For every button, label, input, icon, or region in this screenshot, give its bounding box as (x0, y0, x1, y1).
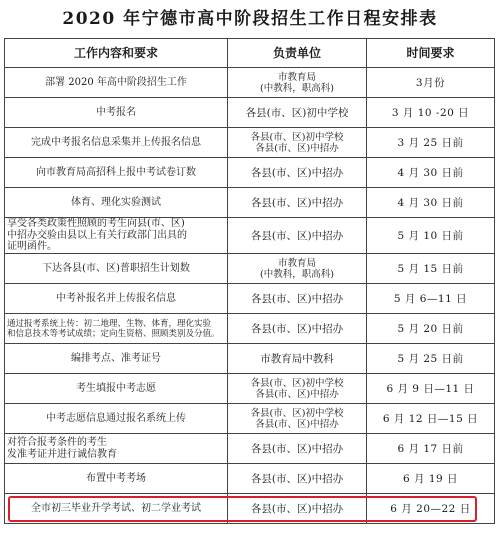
table-row (5, 404, 495, 434)
unit-text: 各县(市、区)中招办 (250, 472, 344, 485)
task-text: 和信息技术等考试成绩；定向生资格、照顾类别及分值。 (7, 328, 220, 339)
time-cell: 4 月 30 日前 (367, 158, 495, 188)
task-cell (5, 158, 228, 188)
unit-cell (228, 158, 367, 188)
unit-text: 各县(市、区)中招办 (250, 166, 344, 179)
unit-cell (228, 98, 367, 128)
unit-cell (228, 314, 367, 344)
task-cell (5, 128, 228, 158)
task-cell (5, 344, 228, 374)
unit-cell (228, 464, 367, 494)
task-text: 考生填报中考志愿 (76, 382, 156, 394)
task-cell (5, 188, 228, 218)
task-text: 完成中考报名信息采集并上传报名信息 (31, 136, 201, 148)
unit-text: 各县(市、区)中招办 (250, 502, 344, 515)
task-text: 中考志愿信息通过报名系统上传 (46, 412, 186, 424)
header-task: 工作内容和要求 (5, 39, 228, 68)
unit-text: 各县(市、区)中招办 (255, 142, 339, 154)
unit-text: 各县(市、区)中招办 (250, 292, 344, 305)
unit-text: 各县(市、区)初中学校 (250, 407, 344, 419)
table-row (5, 434, 495, 464)
unit-text: 市教育局 (277, 71, 316, 83)
unit-text: (中教科，职高科) (260, 82, 334, 94)
unit-cell (228, 434, 367, 464)
task-text: 证明函件。 (7, 241, 57, 253)
unit-text: 各县(市、区)初中学校 (250, 377, 344, 389)
task-text: 体育、理化实验测试 (71, 196, 161, 208)
time-cell: 6 月 9 日—11 日 (367, 374, 495, 404)
unit-cell (228, 374, 367, 404)
table-row (5, 158, 495, 188)
table-row (5, 284, 495, 314)
page-title: 2020 年宁德市高中阶段招生工作日程安排表 (62, 9, 438, 29)
time-cell: 5 月 25 日前 (367, 344, 495, 374)
unit-cell (228, 218, 367, 254)
unit-cell (228, 494, 367, 524)
unit-text: 市教育局中教科 (260, 352, 334, 365)
time-cell: 6 月 12 日—15 日 (367, 404, 495, 434)
header-unit: 负责单位 (228, 39, 367, 68)
task-cell (5, 254, 228, 284)
unit-text: 各县(市、区)中招办 (255, 418, 339, 430)
unit-text: 各县(市、区)中招办 (250, 442, 344, 455)
table-row (5, 188, 495, 218)
time-cell: 6 月 17 日前 (367, 434, 495, 464)
unit-cell (228, 284, 367, 314)
unit-cell (228, 404, 367, 434)
table-header-row (5, 39, 495, 68)
task-text: 向市教育局高招科上报中考试卷订数 (36, 166, 196, 178)
task-text: 布置中考考场 (86, 472, 146, 484)
table-row (5, 314, 495, 344)
unit-cell (228, 344, 367, 374)
task-cell (5, 314, 228, 344)
time-cell: 5 月 20 日前 (367, 314, 495, 344)
task-cell (5, 218, 228, 254)
table-row (5, 494, 495, 524)
table-row (5, 68, 495, 98)
task-text: 对符合报考条件的考生 (7, 437, 107, 448)
unit-text: 各县(市、区)中招办 (250, 196, 344, 209)
table-body (5, 68, 495, 524)
time-cell: 3 月 25 日前 (367, 128, 495, 158)
table-row (5, 128, 495, 158)
time-cell: 5 月 15 日前 (367, 254, 495, 284)
task-cell (5, 98, 228, 128)
task-text: 通过报考系统上传：初二地理、生物、体育，理化实验 (7, 318, 212, 329)
table-row (5, 374, 495, 404)
task-cell (5, 464, 228, 494)
time-cell: 6 月 20—22 日 (367, 494, 495, 524)
task-text: 中招办交验由县以上有关行政部门出具的 (7, 229, 187, 241)
table-row (5, 98, 495, 128)
task-cell (5, 284, 228, 314)
table-row (5, 254, 495, 284)
unit-cell (228, 254, 367, 284)
task-cell (5, 68, 228, 98)
unit-cell (228, 68, 367, 98)
time-cell: 4 月 30 日前 (367, 188, 495, 218)
unit-text: 各县(市、区)中招办 (255, 388, 339, 400)
table-row (5, 464, 495, 494)
schedule-table (4, 38, 495, 524)
task-text: 中考补报名并上传报名信息 (56, 292, 176, 304)
unit-text: (中教科，职高科) (260, 268, 334, 280)
unit-text: 各县(市、区)初中学校 (250, 131, 344, 143)
time-cell: 5 月 10 日前 (367, 218, 495, 254)
task-text: 下达各县(市、区)普职招生计划数 (42, 262, 190, 274)
task-cell (5, 404, 228, 434)
task-text: 编排考点、准考证号 (71, 352, 161, 364)
task-text: 享受各类政策性照顾的考生向县(市、区) (7, 218, 185, 230)
unit-text: 各县(市、区)初中学校 (245, 106, 349, 119)
unit-cell (228, 188, 367, 218)
header-time: 时间要求 (367, 39, 495, 68)
time-cell: 6 月 19 日 (367, 464, 495, 494)
task-cell (5, 494, 228, 524)
time-cell: 3月份 (367, 68, 495, 98)
task-text: 全市初三毕业升学考试、初二学业考试 (31, 502, 201, 514)
task-text: 发准考证并进行诚信教育 (7, 448, 117, 460)
time-cell: 5 月 6—11 日 (367, 284, 495, 314)
time-cell: 3 月 10 -20 日 (367, 98, 495, 128)
unit-cell (228, 128, 367, 158)
table-row (5, 344, 495, 374)
task-cell (5, 434, 228, 464)
unit-text: 各县(市、区)中招办 (250, 229, 344, 242)
task-cell (5, 374, 228, 404)
task-text: 部署 2020 年高中阶段招生工作 (45, 76, 187, 88)
unit-text: 各县(市、区)中招办 (250, 322, 344, 335)
task-text: 中考报名 (96, 106, 136, 118)
unit-text: 市教育局 (277, 257, 316, 269)
table-row (5, 218, 495, 254)
